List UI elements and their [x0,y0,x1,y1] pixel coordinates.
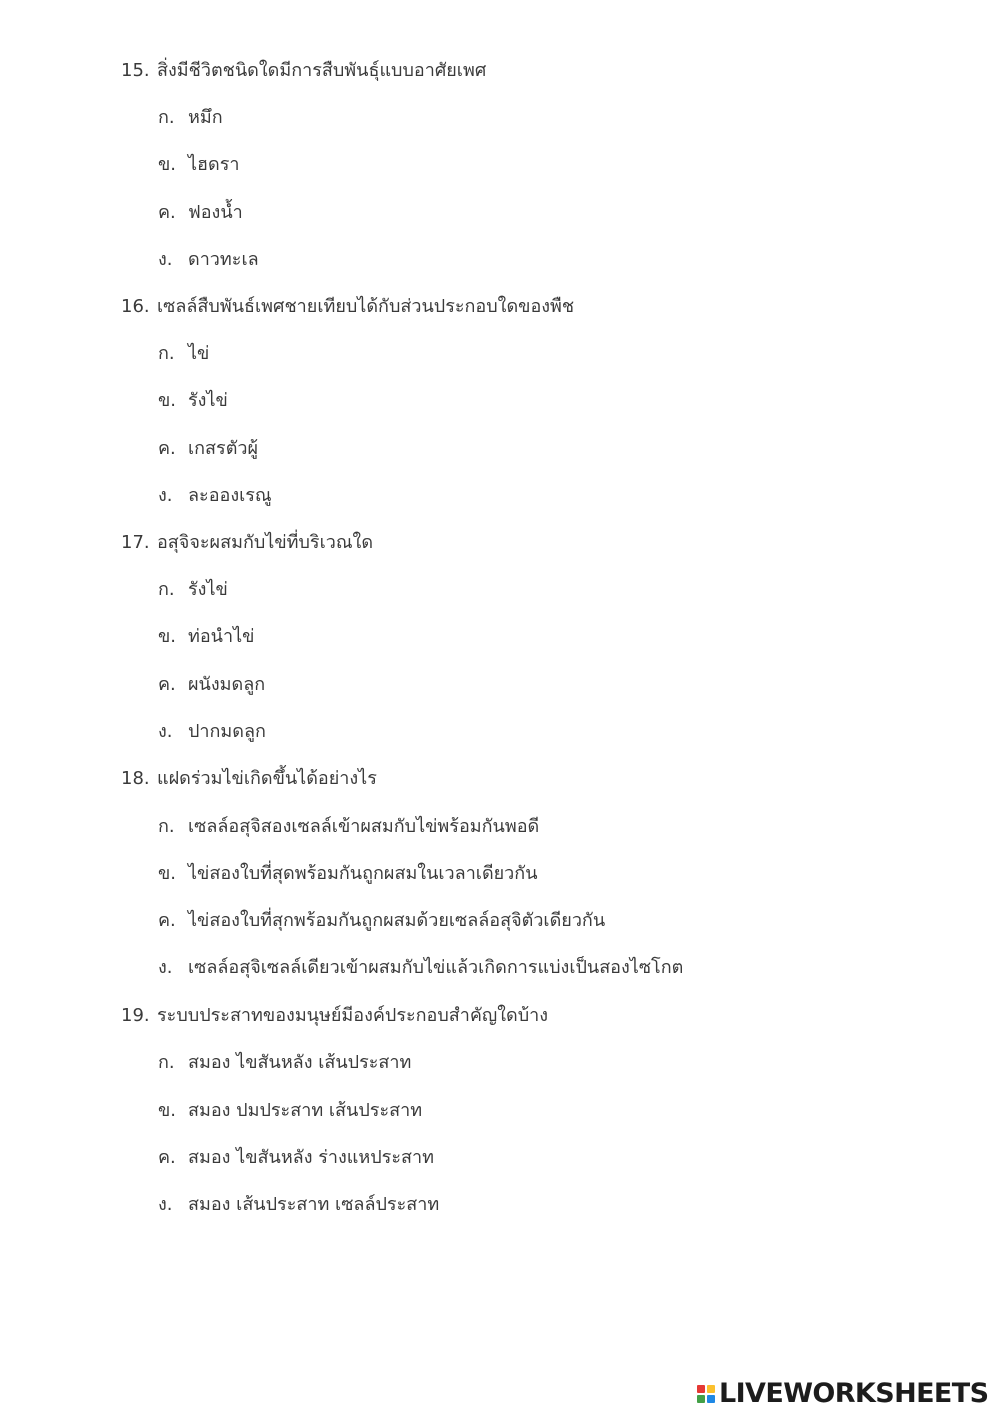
choice-18-d[interactable] [158,956,683,980]
choice-text: สมอง เส้นประสาท เซลล์ประสาท [188,1194,440,1215]
choice-18-c[interactable] [158,909,605,933]
choice-letter: ก. [158,107,175,128]
question-text: สิ่งมีชีวิตชนิดใดมีการสืบพันธุ์แบบอาศัยเพศ [157,60,487,81]
choice-text: หมึก [188,107,223,128]
question-16 [121,295,574,319]
choice-letter: ข. [158,1100,177,1121]
choice-16-b[interactable] [158,389,228,413]
question-text: ระบบประสาทของมนุษย์มีองค์ประกอบสำคัญใดบ้าง [157,1005,549,1026]
question-15 [121,59,486,83]
choice-17-a[interactable] [158,578,228,602]
choice-16-d[interactable] [158,484,272,508]
choice-19-d[interactable] [158,1193,439,1217]
question-18 [121,767,377,791]
choice-text: รังไข่ [188,390,228,411]
choice-text: สมอง ไขสันหลัง ร่างแหประสาท [188,1147,434,1168]
choice-15-d[interactable] [158,248,259,272]
choice-letter: ข. [158,154,177,175]
choice-letter: ง. [158,721,173,742]
choice-text: เซลล์อสุจิเซลล์เดียวเข้าผสมกับไข่แล้วเกิดการแบ่งเป็นสองไซโกต [188,957,684,978]
logo-square-e [707,1395,715,1403]
choice-letter: ง. [158,485,173,506]
choice-letter: ค. [158,1147,176,1168]
choice-19-b[interactable] [158,1099,422,1123]
choice-text: ผนังมดลูก [188,674,266,695]
choice-letter: ข. [158,390,177,411]
choice-text: สมอง ไขสันหลัง เส้นประสาท [188,1052,412,1073]
choice-16-a[interactable] [158,342,209,366]
question-number: 18. [121,768,150,789]
liveworksheets-logo[interactable] [697,1378,989,1409]
choice-17-c[interactable] [158,673,265,697]
choice-text: ปากมดลูก [188,721,266,742]
choice-text: เกสรตัวผู้ [188,438,259,459]
choice-text: ไข่สองใบที่สุดพร้อมกันถูกผสมในเวลาเดียวกัน [188,863,538,884]
choice-17-b[interactable] [158,625,254,649]
choice-letter: ง. [158,1194,173,1215]
choice-19-c[interactable] [158,1146,434,1170]
question-number: 19. [121,1005,150,1026]
logo-square-l [697,1385,705,1393]
brand-name: LIVEWORKSHEETS [719,1378,989,1409]
choice-15-c[interactable] [158,201,243,225]
choice-letter: ง. [158,957,173,978]
question-number: 16. [121,296,150,317]
choice-text: ไข่ [188,343,210,364]
choice-letter: ค. [158,674,176,695]
question-17 [121,531,373,555]
choice-text: ดาวทะเล [188,249,259,270]
choice-letter: ก. [158,343,175,364]
logo-square-v [697,1395,705,1403]
question-number: 15. [121,60,150,81]
choice-letter: ค. [158,438,176,459]
question-19 [121,1004,548,1028]
choice-text: สมอง ปมประสาท เส้นประสาท [188,1100,423,1121]
choice-15-b[interactable] [158,153,240,177]
choice-letter: ก. [158,1052,175,1073]
choice-letter: ข. [158,626,177,647]
choice-letter: ก. [158,816,175,837]
choice-text: ไข่สองใบที่สุกพร้อมกันถูกผสมด้วยเซลล์อสุจิตัวเดียวกัน [188,910,606,931]
choice-text: เซลล์อสุจิสองเซลล์เข้าผสมกับไข่พร้อมกันพอดี [188,816,540,837]
choice-text: ละอองเรณู [188,485,272,506]
choice-letter: ค. [158,202,176,223]
choice-text: ไฮดรา [188,154,240,175]
choice-19-a[interactable] [158,1051,411,1075]
logo-squares-icon [697,1385,715,1403]
choice-letter: ข. [158,863,177,884]
choice-17-d[interactable] [158,720,266,744]
question-text: อสุจิจะผสมกับไข่ที่บริเวณใด [157,532,374,553]
choice-15-a[interactable] [158,106,223,130]
question-text: เซลล์สืบพันธ์เพศชายเทียบได้กับส่วนประกอบใดของพืช [157,296,575,317]
choice-letter: ก. [158,579,175,600]
choice-18-b[interactable] [158,862,538,886]
choice-text: ฟองน้ำ [188,202,243,223]
choice-text: รังไข่ [188,579,228,600]
logo-square-i [707,1385,715,1393]
question-number: 17. [121,532,150,553]
choice-letter: ค. [158,910,176,931]
choice-text: ท่อนำไข่ [188,626,255,647]
choice-16-c[interactable] [158,437,258,461]
choice-letter: ง. [158,249,173,270]
choice-18-a[interactable] [158,815,539,839]
question-text: แฝดร่วมไข่เกิดขึ้นได้อย่างไร [157,768,377,789]
